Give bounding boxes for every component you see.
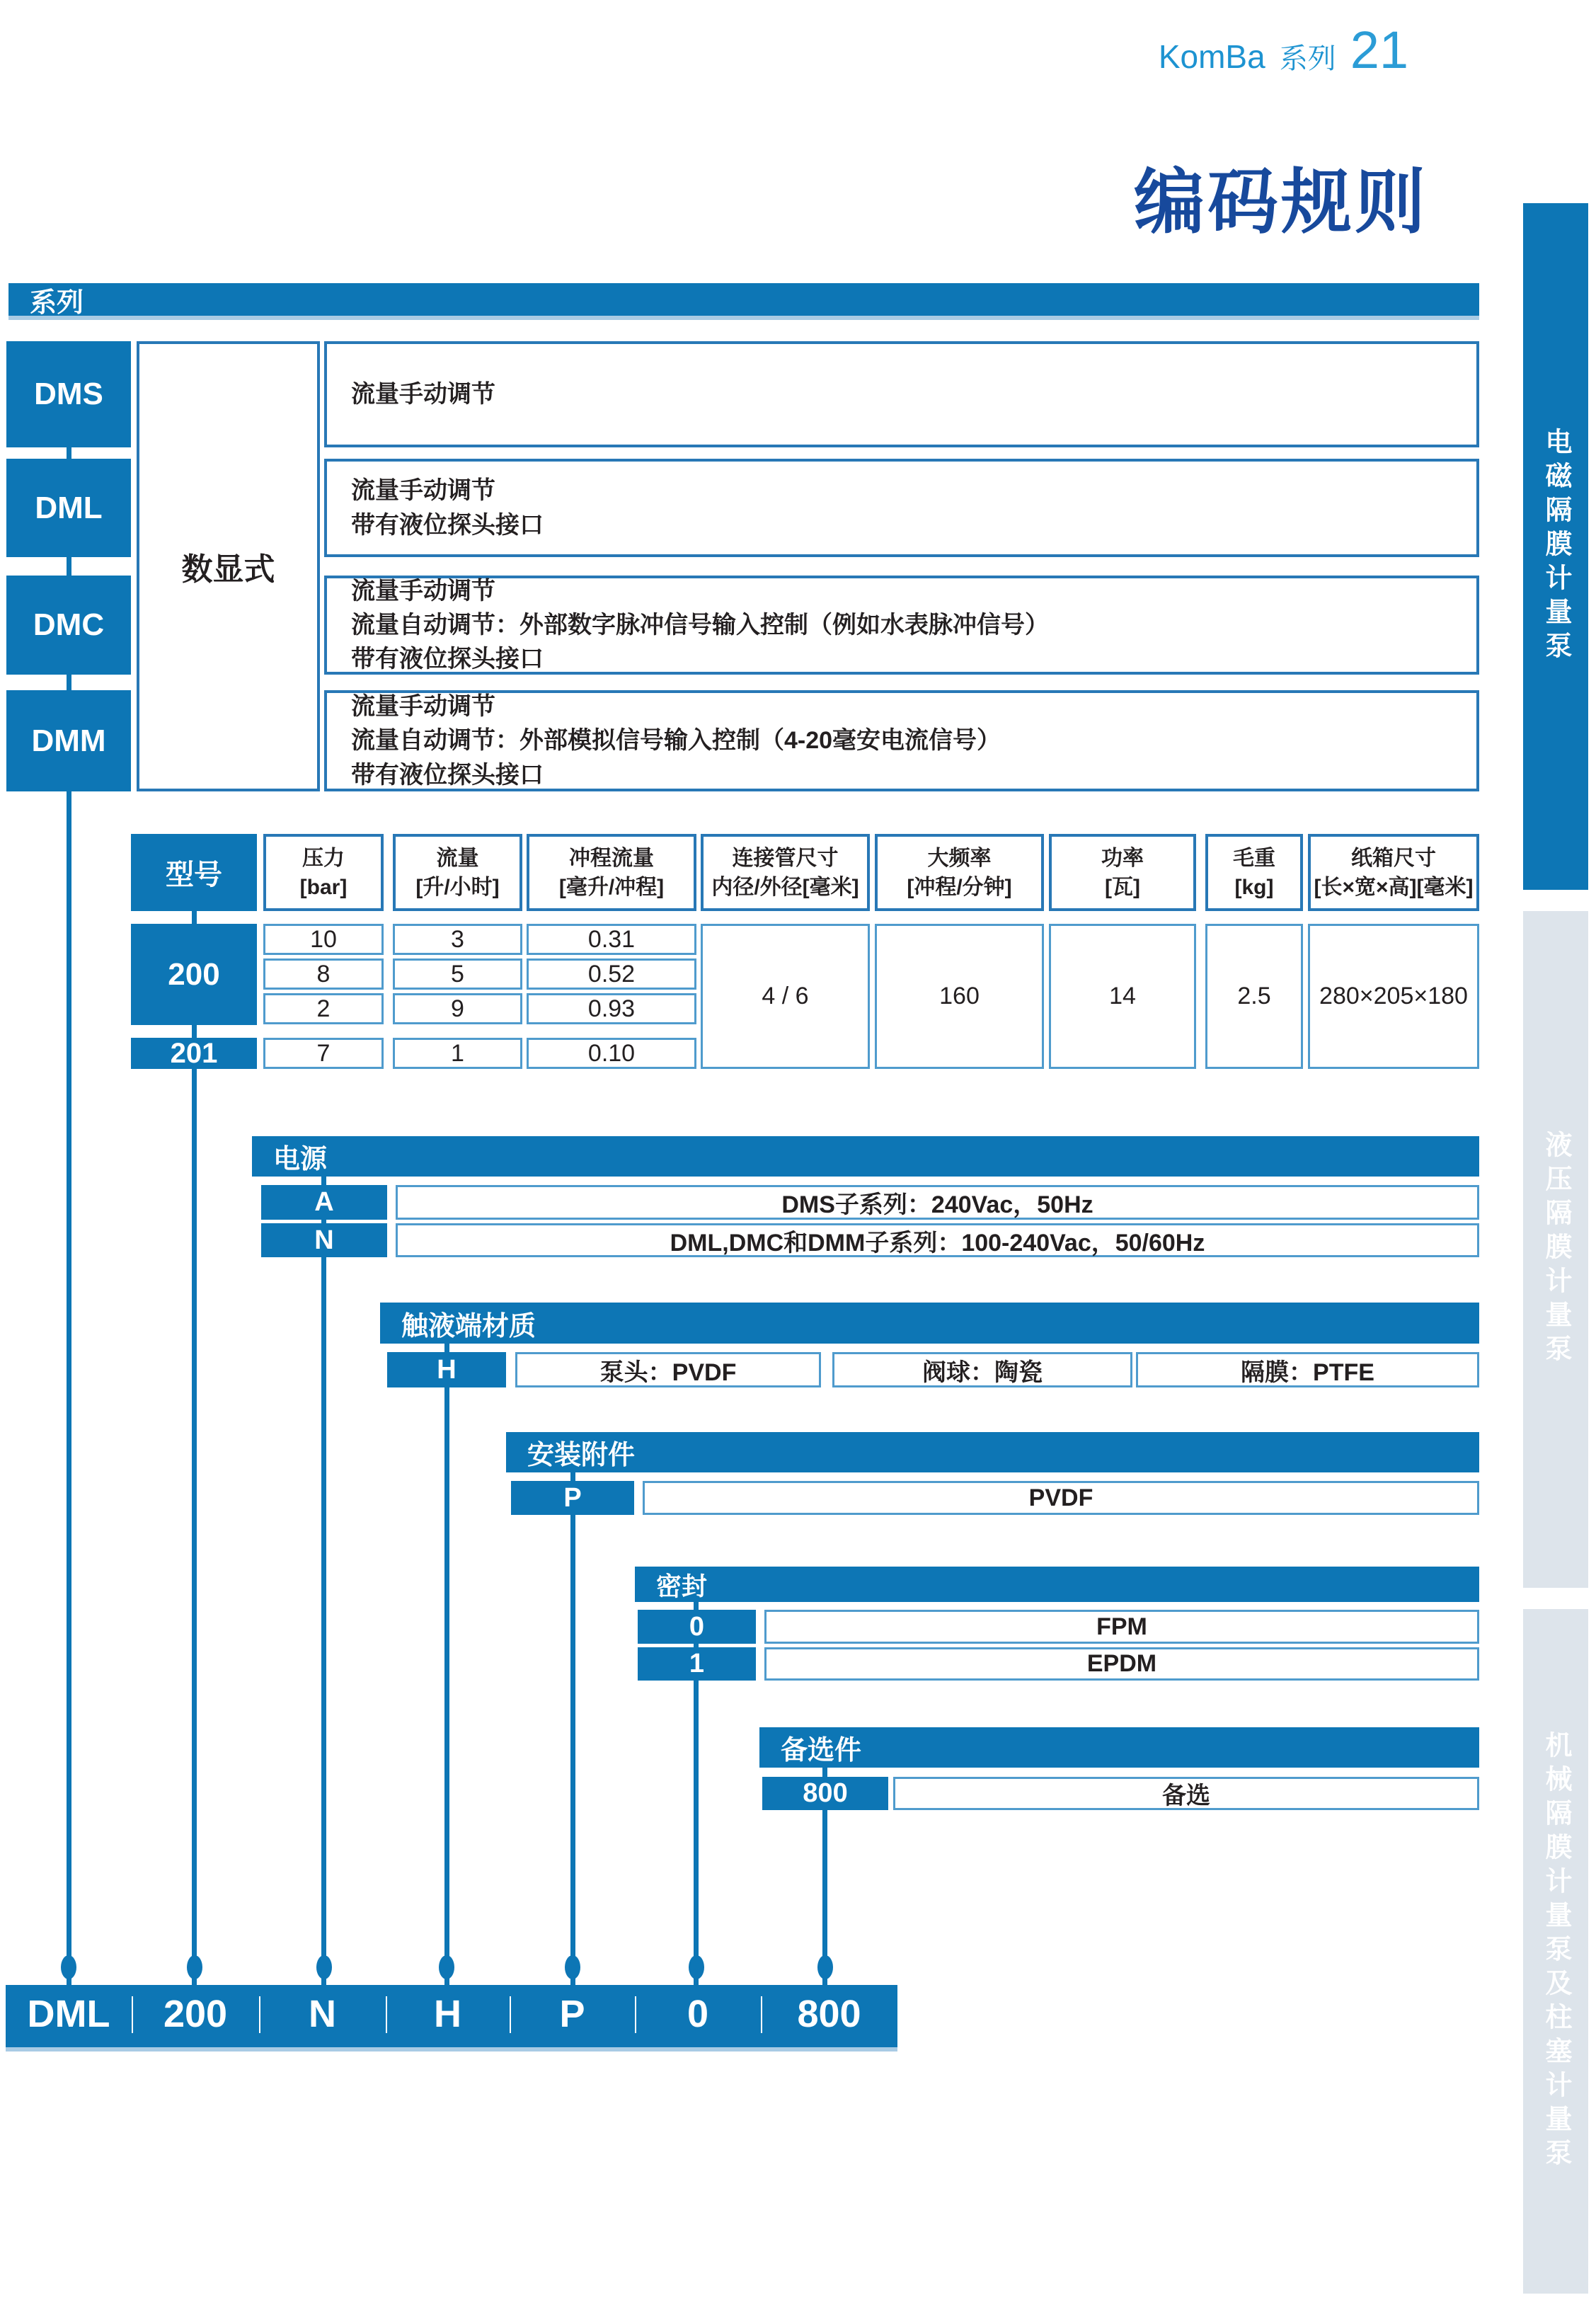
option-section-header: 备选件 xyxy=(759,1727,1479,1768)
table-cell-power: 14 xyxy=(1049,924,1196,1069)
power-key-a: A xyxy=(261,1185,387,1220)
table-cell: 0.52 xyxy=(527,958,696,990)
col-unit: [bar] xyxy=(299,875,348,899)
desc-line: 流量手动调节 xyxy=(351,577,495,605)
desc-line: 流量手动调节 xyxy=(351,693,495,721)
table-cell: 0.10 xyxy=(527,1038,696,1069)
code-segment-seal: 0 xyxy=(687,1993,709,2035)
code-segment-model: 200 xyxy=(163,1993,228,2035)
col-unit: [瓦] xyxy=(1105,875,1140,899)
material-cell-diaphragm: 隔膜：PTFE xyxy=(1136,1352,1479,1387)
sidebar-tab-mechanical-diaphragm-plunger-pump[interactable] xyxy=(1523,1609,1588,2294)
mounting-section-header: 安装附件 xyxy=(506,1432,1479,1472)
col-title: 纸箱尺寸 xyxy=(1351,846,1436,870)
series-desc-dmc xyxy=(324,576,1479,675)
col-title: 功率 xyxy=(1101,846,1144,870)
material-key-h: H xyxy=(387,1352,506,1387)
col-title: 大频率 xyxy=(927,846,992,870)
col-title: 连接管尺寸 xyxy=(732,846,839,870)
connector-dot xyxy=(316,1955,332,1979)
col-header-pressure xyxy=(263,834,384,911)
model-table-corner: 型号 xyxy=(131,834,257,911)
col-title: 冲程流量 xyxy=(569,846,654,870)
col-unit: [升/小时] xyxy=(415,875,500,899)
material-section-header: 触液端材质 xyxy=(380,1303,1479,1344)
table-cell: 9 xyxy=(393,993,522,1024)
sidebar-tab-label: 液压隔膜计量泵 xyxy=(1541,1131,1571,1368)
desc-line: 流量自动调节：外部数字脉冲信号输入控制（例如水表脉冲信号） xyxy=(351,611,1049,639)
table-cell: 2 xyxy=(263,993,384,1024)
desc-line: 流量自动调节：外部模拟信号输入控制（4-20毫安电流信号） xyxy=(351,727,1001,755)
table-cell: 0.93 xyxy=(527,993,696,1024)
series-desc-dml xyxy=(324,459,1479,557)
seal-section-header: 密封 xyxy=(635,1567,1479,1602)
sidebar-tab-solenoid-diaphragm-pump[interactable] xyxy=(1523,203,1588,890)
connector-line xyxy=(192,911,197,1985)
page-title: 编码规则 xyxy=(1134,163,1428,242)
code-segment-series: DML xyxy=(27,1993,110,2035)
desc-line: 带有液位探头接口 xyxy=(351,646,544,673)
col-header-stroke-volume xyxy=(527,834,696,911)
table-cell: 5 xyxy=(393,958,522,990)
col-unit: 内径/外径[毫米] xyxy=(711,875,859,899)
code-segment-mounting: P xyxy=(559,1993,585,2035)
col-header-weight xyxy=(1205,834,1303,911)
table-cell: 1 xyxy=(393,1038,522,1069)
series-key-dmc: DMC xyxy=(6,576,131,675)
desc-line: 流量手动调节 xyxy=(351,380,495,408)
desc-line: 带有液位探头接口 xyxy=(351,511,544,539)
connector-dot xyxy=(439,1955,454,1979)
series-key-dml: DML xyxy=(6,459,131,557)
brand-name: KomBa xyxy=(1158,38,1265,75)
seal-key-1: 1 xyxy=(638,1647,756,1681)
col-header-flow xyxy=(393,834,522,911)
seal-desc-fpm: FPM xyxy=(764,1610,1479,1644)
connector-line xyxy=(444,1344,449,1985)
col-title: 毛重 xyxy=(1233,846,1275,870)
connector-line xyxy=(570,1472,575,1985)
table-cell: 10 xyxy=(263,924,384,955)
col-header-max-frequency xyxy=(875,834,1044,911)
mounting-key-p: P xyxy=(511,1481,634,1515)
mounting-desc: PVDF xyxy=(643,1481,1479,1515)
option-desc: 备选 xyxy=(893,1777,1479,1810)
page-number: 21 xyxy=(1350,21,1408,79)
table-cell-pipe: 4 / 6 xyxy=(701,924,870,1069)
seal-desc-epdm: EPDM xyxy=(764,1647,1479,1681)
desc-line: 带有液位探头接口 xyxy=(351,761,544,789)
page-header xyxy=(1159,20,1408,80)
connector-dot xyxy=(689,1955,704,1979)
code-segment-power: N xyxy=(309,1993,336,2035)
col-unit: [长×宽×高][毫米] xyxy=(1314,875,1474,899)
sidebar-tab-label: 机械隔膜计量泵及柱塞计量泵 xyxy=(1541,1730,1571,2173)
table-cell: 0.31 xyxy=(527,924,696,955)
table-cell-freq: 160 xyxy=(875,924,1044,1069)
sidebar-tab-label: 电磁隔膜计量泵 xyxy=(1541,428,1571,665)
power-section-header: 电源 xyxy=(252,1136,1479,1177)
series-desc-dmm xyxy=(324,690,1479,791)
col-header-power xyxy=(1049,834,1196,911)
table-cell: 3 xyxy=(393,924,522,955)
model-key-201: 201 xyxy=(131,1038,257,1069)
series-key-dms: DMS xyxy=(6,341,131,447)
option-key-800: 800 xyxy=(762,1777,888,1810)
sidebar-tab-hydraulic-diaphragm-pump[interactable] xyxy=(1523,911,1588,1588)
desc-line: 流量手动调节 xyxy=(351,477,495,505)
table-cell: 8 xyxy=(263,958,384,990)
col-title: 流量 xyxy=(436,846,479,870)
table-cell-carton: 280×205×180 xyxy=(1308,924,1479,1069)
col-header-pipe-size xyxy=(701,834,870,911)
code-segment-material: H xyxy=(434,1993,461,2035)
col-unit: [kg] xyxy=(1234,875,1274,899)
col-title: 压力 xyxy=(302,846,345,870)
material-cell-valve-ball: 阀球：陶瓷 xyxy=(832,1352,1132,1387)
connector-line xyxy=(321,1177,326,1985)
code-segment-option: 800 xyxy=(797,1993,861,2035)
model-code-bar xyxy=(6,1985,897,2051)
material-cell-pump-head: 泵头：PVDF xyxy=(515,1352,821,1387)
table-cell: 7 xyxy=(263,1038,384,1069)
col-unit: [冲程/分钟] xyxy=(907,875,1012,899)
connector-dot xyxy=(187,1955,202,1979)
brand-series-label: 系列 xyxy=(1279,43,1336,74)
col-unit: [毫升/冲程] xyxy=(558,875,665,899)
connector-dot xyxy=(565,1955,580,1979)
series-section-header: 系列 xyxy=(8,283,1479,320)
col-header-carton-size xyxy=(1308,834,1479,911)
table-cell-weight: 2.5 xyxy=(1205,924,1303,1069)
power-desc-a: DMS子系列：240Vac，50Hz xyxy=(396,1185,1479,1220)
series-key-dmm: DMM xyxy=(6,690,131,791)
display-type-box: 数显式 xyxy=(137,341,320,791)
power-desc-n: DML,DMC和DMM子系列：100-240Vac，50/60Hz xyxy=(396,1223,1479,1257)
series-desc-dms xyxy=(324,341,1479,447)
connector-dot xyxy=(817,1955,833,1979)
seal-key-0: 0 xyxy=(638,1610,756,1644)
connector-dot xyxy=(61,1955,76,1979)
model-key-200: 200 xyxy=(131,924,257,1025)
power-key-n: N xyxy=(261,1223,387,1257)
